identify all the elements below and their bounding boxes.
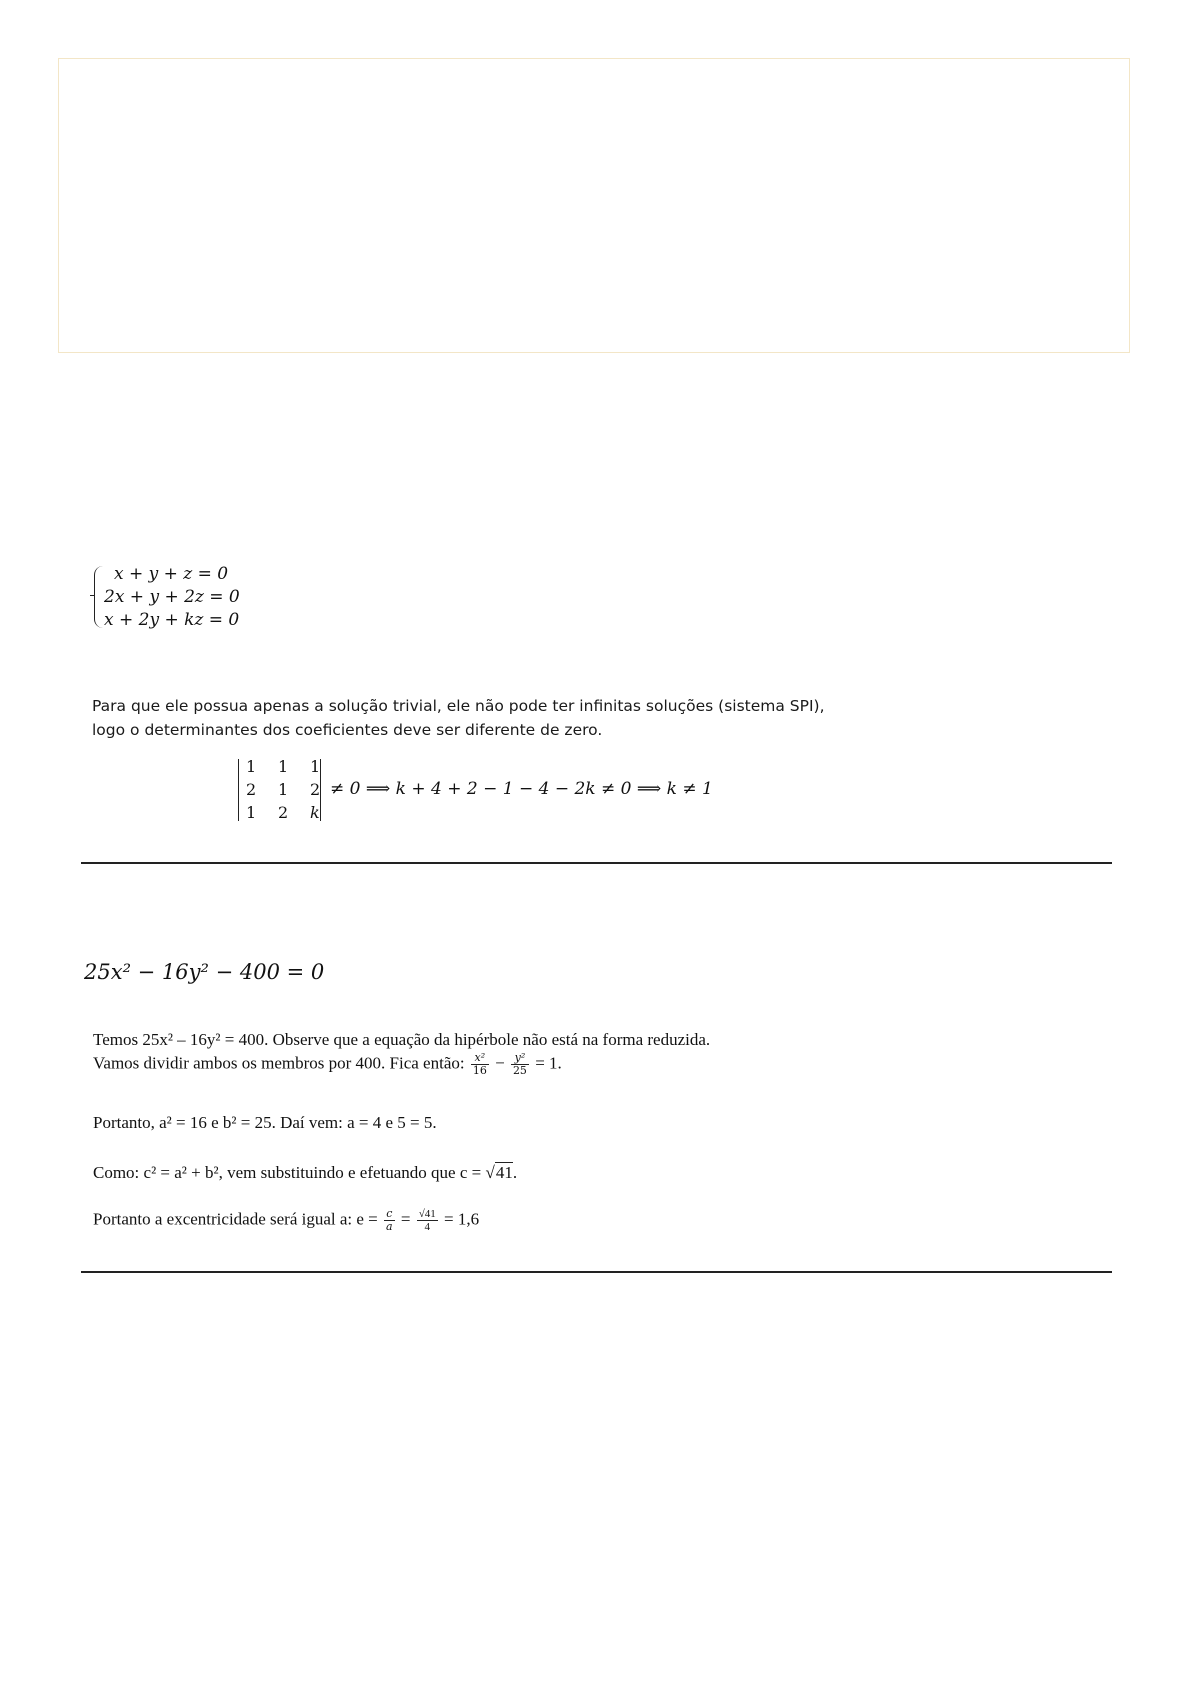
- sqrt-41: 41: [495, 1163, 513, 1182]
- system-equation-1: x + y + z = 0: [114, 564, 229, 584]
- system-brace-tip: [90, 595, 95, 596]
- hyperbola-paragraph-5: [93, 1208, 479, 1233]
- determinant-row-2: [246, 780, 322, 799]
- det-cell: 1: [278, 757, 289, 776]
- det-cell: k: [310, 803, 320, 822]
- header-box: [58, 58, 1130, 353]
- determinant-row-1: [246, 757, 322, 776]
- determinant-equation: [238, 757, 718, 825]
- p5-suffix: = 1,6: [443, 1209, 480, 1229]
- fraction-sqrt41-4: [417, 1208, 438, 1233]
- minus-sign: −: [495, 1053, 505, 1073]
- equals-sign: =: [400, 1209, 411, 1229]
- det-cell: 1: [246, 757, 257, 776]
- period: .: [512, 1163, 518, 1182]
- paragraph-trivial-solution-2: logo o determinantes dos coeficientes deve ser diferente de zero.: [92, 721, 603, 739]
- p2-suffix: = 1.: [535, 1053, 562, 1073]
- frac-num: c: [384, 1208, 395, 1221]
- system-equation-2: 2x + y + 2z = 0: [104, 587, 240, 607]
- paragraph-trivial-solution-1: Para que ele possua apenas a solução trivial, ele não pode ter infinitas soluções (sistema SPI),: [92, 697, 825, 715]
- hyperbola-paragraph-2: [93, 1052, 562, 1077]
- p5-prefix: Portanto a excentricidade será igual a: e =: [93, 1209, 378, 1229]
- divider-1: [81, 862, 1112, 864]
- determinant-right-bar: [320, 759, 321, 821]
- linear-system: [94, 564, 294, 632]
- fraction-y2-25: [511, 1052, 529, 1077]
- hyperbola-paragraph-3: Portanto, a² = 16 e b² = 25. Daí vem: a = 4 e 5 = 5.: [93, 1113, 437, 1132]
- system-brace: [94, 566, 103, 628]
- det-cell: 1: [278, 780, 289, 799]
- frac-den: 25: [512, 1064, 527, 1077]
- det-cell: 2: [278, 803, 289, 822]
- frac-num: x²: [471, 1052, 489, 1065]
- determinant-row-3: [246, 803, 322, 822]
- det-cell: 2: [310, 780, 321, 799]
- frac-den: 4: [424, 1221, 430, 1233]
- frac-den: a: [386, 1220, 393, 1233]
- frac-den: 16: [472, 1064, 487, 1077]
- p4-prefix: Como: c² = a² + b², vem substituindo e efetuando que c =: [93, 1163, 482, 1182]
- determinant-left-bar: [238, 759, 239, 821]
- hyperbola-equation: 25x² − 16y² − 400 = 0: [84, 960, 325, 984]
- fraction-x2-16: [471, 1052, 489, 1077]
- divider-2: [81, 1271, 1112, 1273]
- p2-prefix: Vamos dividir ambos os membros por 400. Fica então:: [93, 1053, 465, 1073]
- frac-num: √41: [418, 1208, 436, 1220]
- det-cell: 1: [246, 803, 257, 822]
- system-equation-3: x + 2y + kz = 0: [104, 610, 240, 630]
- fraction-c-a: [384, 1208, 395, 1233]
- det-cell: 2: [246, 780, 257, 799]
- hyperbola-paragraph-4: [93, 1163, 517, 1183]
- det-cell: 1: [310, 757, 321, 776]
- frac-num: y²: [511, 1052, 529, 1065]
- sqrt-symbol: √: [485, 1163, 495, 1182]
- determinant-condition: ≠ 0 ⟹ k + 4 + 2 − 1 − 4 − 2k ≠ 0 ⟹ k ≠ 1: [330, 779, 713, 799]
- hyperbola-paragraph-1: Temos 25x² – 16y² = 400. Observe que a equação da hipérbole não está na forma reduzida.: [93, 1030, 711, 1049]
